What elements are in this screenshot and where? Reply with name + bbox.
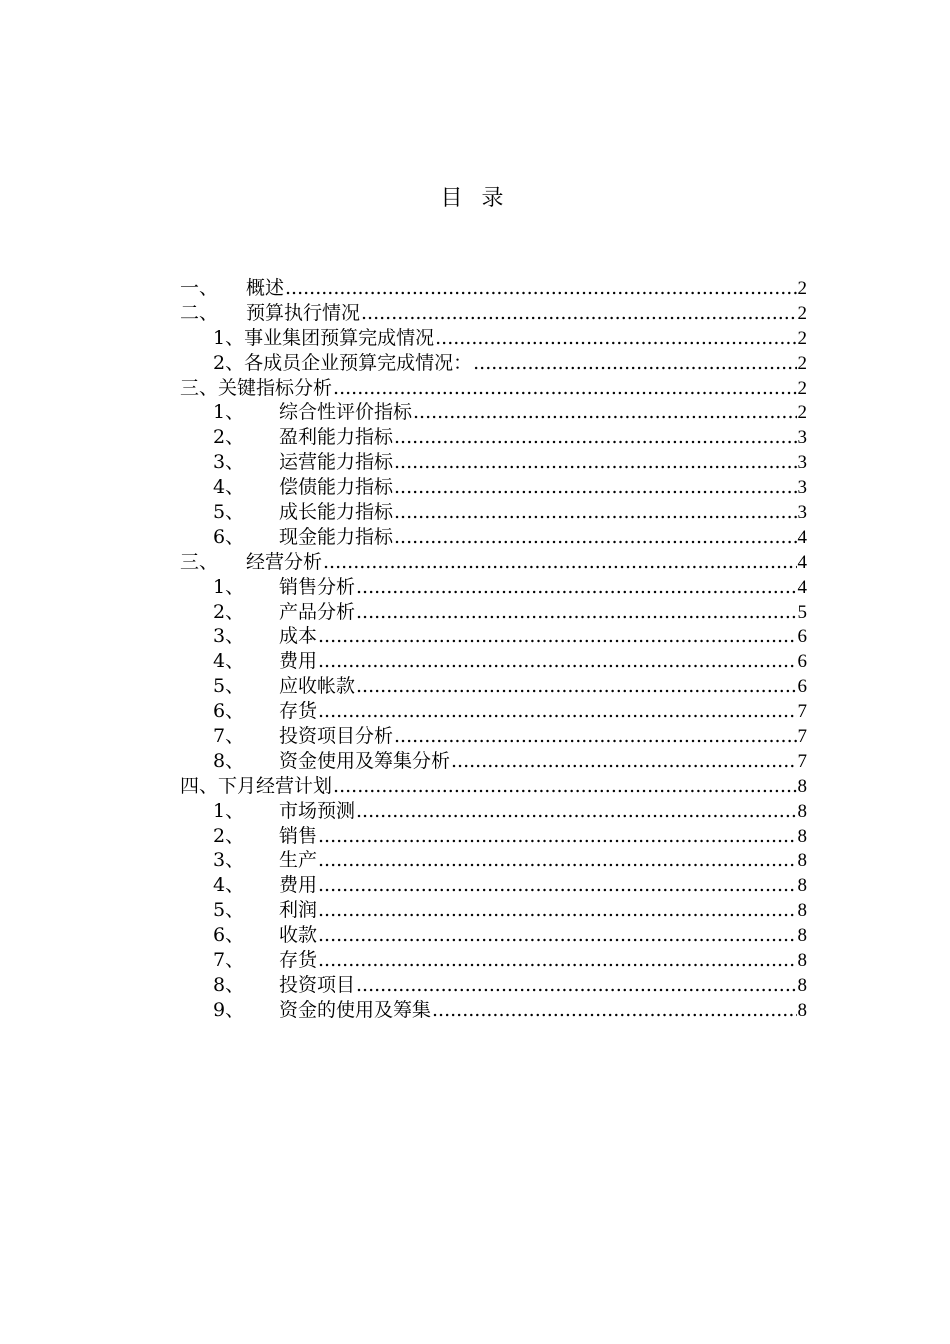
toc-dot-leader <box>432 998 796 1023</box>
toc-entry-number: 6、 <box>213 700 245 723</box>
toc-dot-leader <box>318 898 796 923</box>
toc-entry-number: 一、 <box>180 277 219 299</box>
toc-dot-leader <box>394 425 796 450</box>
toc-entry-page-number: 6 <box>797 626 807 648</box>
toc-entry-label: 各成员企业预算完成情况： <box>244 351 473 374</box>
toc-entry[interactable] <box>180 550 807 575</box>
toc-entry[interactable] <box>180 799 807 824</box>
table-of-contents <box>180 276 807 1023</box>
toc-entry-number: 三、 <box>180 376 219 399</box>
toc-entry-page-number: 7 <box>797 750 807 772</box>
toc-entry[interactable] <box>180 450 807 475</box>
toc-entry[interactable] <box>180 600 807 625</box>
toc-dot-leader <box>473 351 796 376</box>
toc-entry-number: 1、 <box>213 575 245 598</box>
toc-entry-number: 2、 <box>213 426 245 449</box>
toc-entry-label: 成本 <box>279 625 318 648</box>
toc-dot-leader <box>285 276 796 301</box>
toc-entry-label: 市场预测 <box>279 799 356 822</box>
toc-dot-leader <box>361 301 796 326</box>
toc-entry-label: 利润 <box>279 899 318 922</box>
toc-entry-label: 运营能力指标 <box>279 451 394 474</box>
toc-entry-page-number: 7 <box>797 726 807 748</box>
toc-entry[interactable] <box>180 301 807 326</box>
toc-entry-number: 5、 <box>213 675 245 698</box>
toc-dot-leader <box>318 699 796 724</box>
toc-entry[interactable] <box>180 898 807 923</box>
toc-dot-leader <box>394 475 796 500</box>
toc-entry-label: 资金的使用及筹集 <box>279 998 432 1021</box>
toc-dot-leader <box>356 973 796 998</box>
toc-entry-label: 应收帐款 <box>279 675 356 698</box>
toc-dot-leader <box>323 550 796 575</box>
toc-entry-number: 5、 <box>213 501 245 524</box>
toc-entry[interactable] <box>180 873 807 898</box>
toc-dot-leader <box>356 600 796 625</box>
toc-entry-number: 四、 <box>180 774 219 797</box>
toc-entry-number: 4、 <box>213 650 245 673</box>
toc-dot-leader <box>318 624 796 649</box>
toc-entry-page-number: 8 <box>797 999 807 1021</box>
toc-entry-page-number: 6 <box>797 651 807 673</box>
toc-entry[interactable] <box>180 699 807 724</box>
toc-entry-number: 3、 <box>213 849 245 872</box>
toc-entry-number: 2、 <box>213 351 245 374</box>
toc-entry[interactable] <box>180 500 807 525</box>
toc-entry[interactable] <box>180 376 807 401</box>
toc-entry-page-number: 3 <box>797 477 807 499</box>
toc-entry-page-number: 8 <box>797 974 807 996</box>
toc-dot-leader <box>356 674 796 699</box>
toc-entry-page-number: 2 <box>797 302 807 324</box>
toc-entry-page-number: 8 <box>797 850 807 872</box>
toc-entry-page-number: 8 <box>797 800 807 822</box>
toc-dot-leader <box>413 400 796 425</box>
toc-entry-number: 8、 <box>213 749 245 772</box>
toc-entry-page-number: 8 <box>797 825 807 847</box>
toc-dot-leader <box>318 873 796 898</box>
toc-entry-label: 生产 <box>279 849 318 872</box>
toc-entry-label: 存货 <box>279 700 318 723</box>
toc-entry-page-number: 2 <box>797 278 807 299</box>
toc-entry-label: 综合性评价指标 <box>279 401 413 424</box>
toc-entry-page-number: 5 <box>797 601 807 623</box>
page-title: 目 录 <box>440 186 510 211</box>
toc-entry-label: 偿债能力指标 <box>279 476 394 499</box>
toc-entry[interactable] <box>180 326 807 351</box>
toc-entry-label: 关键指标分析 <box>218 376 333 399</box>
toc-dot-leader <box>318 923 796 948</box>
toc-dot-leader <box>318 948 796 973</box>
toc-entry-number: 2、 <box>213 824 245 847</box>
toc-entry-label: 概述 <box>246 277 285 299</box>
toc-entry-page-number: 8 <box>797 950 807 972</box>
toc-entry-page-number: 2 <box>797 352 807 374</box>
toc-entry-number: 1、 <box>213 326 245 349</box>
toc-entry-number: 8、 <box>213 973 245 996</box>
toc-entry-label: 投资项目分析 <box>279 725 394 748</box>
toc-entry[interactable] <box>180 649 807 674</box>
toc-dot-leader <box>394 724 796 749</box>
toc-dot-leader <box>356 799 796 824</box>
toc-entry-page-number: 3 <box>797 502 807 524</box>
toc-entry-label: 投资项目 <box>279 973 356 996</box>
toc-entry-label: 存货 <box>279 949 318 972</box>
toc-dot-leader <box>333 774 796 799</box>
toc-dot-leader <box>356 575 796 600</box>
toc-entry-label: 费用 <box>279 650 318 673</box>
toc-entry-page-number: 8 <box>797 900 807 922</box>
toc-entry[interactable] <box>180 848 807 873</box>
toc-dot-leader <box>394 450 796 475</box>
toc-entry[interactable] <box>180 948 807 973</box>
toc-entry[interactable] <box>180 351 807 376</box>
toc-entry[interactable] <box>180 475 807 500</box>
toc-entry-label: 费用 <box>279 874 318 897</box>
toc-entry-number: 6、 <box>213 924 245 947</box>
toc-entry-label: 下月经营计划 <box>218 774 333 797</box>
toc-entry-page-number: 4 <box>797 551 807 573</box>
toc-entry-number: 1、 <box>213 799 245 822</box>
toc-entry-label: 收款 <box>279 924 318 947</box>
toc-entry-number: 4、 <box>213 874 245 897</box>
toc-entry-page-number: 8 <box>797 875 807 897</box>
toc-entry-label: 资金使用及筹集分析 <box>279 749 451 772</box>
toc-entry-number: 7、 <box>213 949 245 972</box>
toc-entry[interactable] <box>180 824 807 849</box>
toc-entry-number: 3、 <box>213 451 245 474</box>
toc-entry-label: 预算执行情况 <box>246 301 361 324</box>
toc-dot-leader <box>435 326 796 351</box>
toc-entry[interactable] <box>180 973 807 998</box>
toc-entry[interactable] <box>180 774 807 799</box>
toc-dot-leader <box>394 500 796 525</box>
toc-entry[interactable] <box>180 575 807 600</box>
toc-entry-number: 1、 <box>213 401 245 424</box>
toc-entry-page-number: 3 <box>797 452 807 474</box>
toc-dot-leader <box>318 824 796 849</box>
toc-entry[interactable] <box>180 674 807 699</box>
toc-entry-page-number: 4 <box>797 526 807 548</box>
toc-entry[interactable] <box>180 923 807 948</box>
toc-entry-number: 6、 <box>213 525 245 548</box>
toc-dot-leader <box>394 525 796 550</box>
toc-entry-number: 三、 <box>180 550 219 573</box>
toc-entry-number: 4、 <box>213 476 245 499</box>
toc-entry-label: 销售分析 <box>279 575 356 598</box>
toc-entry-number: 2、 <box>213 600 245 623</box>
toc-entry-label: 销售 <box>279 824 318 847</box>
toc-entry[interactable] <box>180 525 807 550</box>
toc-entry-label: 产品分析 <box>279 600 356 623</box>
toc-entry-page-number: 2 <box>797 402 807 424</box>
toc-entry-number: 7、 <box>213 725 245 748</box>
toc-entry[interactable] <box>180 276 807 301</box>
toc-entry[interactable] <box>180 400 807 425</box>
toc-entry[interactable] <box>180 624 807 649</box>
toc-entry[interactable] <box>180 724 807 749</box>
toc-dot-leader <box>333 376 796 401</box>
toc-entry-page-number: 7 <box>797 701 807 723</box>
toc-entry-page-number: 8 <box>797 925 807 947</box>
toc-entry-label: 现金能力指标 <box>279 525 394 548</box>
toc-entry-page-number: 2 <box>797 327 807 349</box>
toc-dot-leader <box>318 649 796 674</box>
toc-entry-label: 盈利能力指标 <box>279 426 394 449</box>
toc-entry[interactable] <box>180 749 807 774</box>
toc-entry-page-number: 8 <box>797 775 807 797</box>
toc-dot-leader <box>318 848 796 873</box>
toc-entry-label: 事业集团预算完成情况 <box>244 326 435 349</box>
toc-entry[interactable] <box>180 998 807 1023</box>
toc-entry-page-number: 3 <box>797 427 807 449</box>
toc-entry-number: 5、 <box>213 899 245 922</box>
toc-entry-page-number: 4 <box>797 576 807 598</box>
toc-dot-leader <box>451 749 796 774</box>
toc-entry-number: 9、 <box>213 998 245 1021</box>
toc-entry[interactable] <box>180 425 807 450</box>
toc-entry-label: 经营分析 <box>246 550 323 573</box>
toc-entry-page-number: 2 <box>797 377 807 399</box>
toc-entry-page-number: 6 <box>797 676 807 698</box>
toc-entry-number: 二、 <box>180 301 219 324</box>
toc-entry-label: 成长能力指标 <box>279 501 394 524</box>
toc-entry-number: 3、 <box>213 625 245 648</box>
